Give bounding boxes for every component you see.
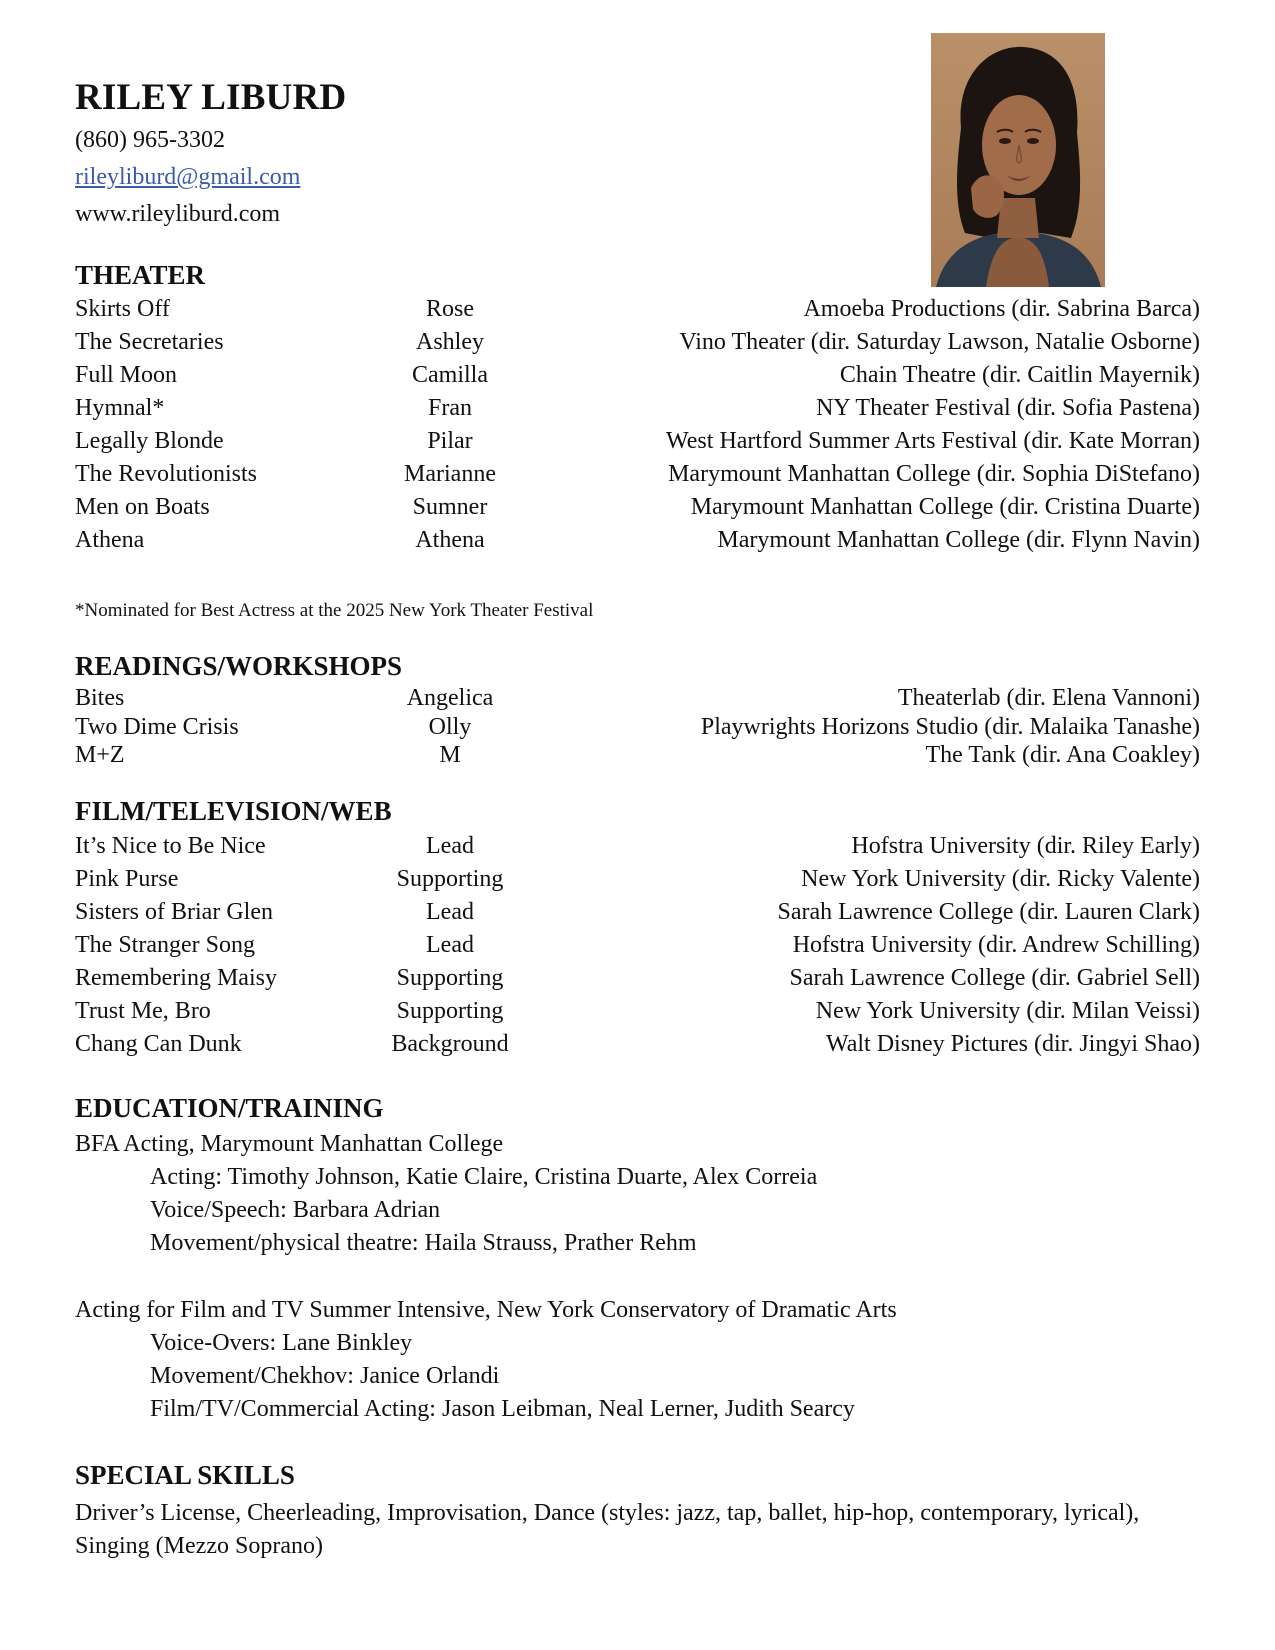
table-row (75, 863, 1200, 896)
table-row (75, 458, 1200, 491)
company-director: Marymount Manhattan College (dir. Sophia DiStefano) (668, 461, 1200, 487)
role-name: Olly (428, 713, 472, 740)
training-detail: Acting: Timothy Johnson, Katie Claire, Cristina Duarte, Alex Correia (150, 1164, 818, 1190)
company-director: Playwrights Horizons Studio (dir. Malaika Tanashe) (700, 713, 1200, 740)
show-title: Men on Boats (75, 494, 210, 520)
table-row (75, 293, 1200, 326)
show-title: It’s Nice to Be Nice (75, 833, 266, 859)
role-name: Marianne (404, 461, 496, 487)
show-title: Remembering Maisy (75, 965, 277, 991)
table-row (75, 1028, 1200, 1061)
company-director: Sarah Lawrence College (dir. Lauren Clark) (777, 899, 1200, 925)
education-heading: EDUCATION/TRAINING (75, 1093, 384, 1123)
show-title: The Revolutionists (75, 461, 257, 487)
table-row (75, 425, 1200, 458)
show-title: Trust Me, Bro (75, 998, 211, 1024)
email-link[interactable]: rileyliburd@gmail.com (75, 164, 301, 190)
show-title: Sisters of Briar Glen (75, 899, 273, 925)
show-title: Legally Blonde (75, 428, 224, 454)
company-director: Hofstra University (dir. Riley Early) (851, 833, 1200, 859)
actor-name: RILEY LIBURD (75, 77, 347, 118)
training-detail: Movement/physical theatre: Haila Strauss, Prather Rehm (150, 1230, 697, 1256)
role-name: Supporting (396, 965, 504, 991)
company-director: Amoeba Productions (dir. Sabrina Barca) (803, 296, 1200, 322)
table-row (75, 359, 1200, 392)
readings-heading: READINGS/WORKSHOPS (75, 651, 403, 681)
company-director: Marymount Manhattan College (dir. Flynn Navin) (717, 527, 1200, 553)
table-row (75, 684, 1200, 713)
role-name: Lead (426, 833, 474, 859)
training-detail: Voice-Overs: Lane Binkley (150, 1330, 413, 1356)
table-row (75, 524, 1200, 557)
show-title: The Stranger Song (75, 932, 255, 958)
role-name: Rose (426, 296, 474, 322)
table-row (75, 896, 1200, 929)
company-director: New York University (dir. Ricky Valente) (801, 866, 1200, 892)
role-name: Angelica (406, 685, 494, 711)
table-row (75, 929, 1200, 962)
show-title: Two Dime Crisis (75, 713, 239, 740)
company-director: West Hartford Summer Arts Festival (dir. Kate Morran) (666, 428, 1200, 454)
theater-credits (75, 293, 1200, 557)
education-program: BFA Acting, Marymount Manhattan College (75, 1131, 504, 1157)
theater-heading: THEATER (75, 260, 206, 290)
role-name: M (439, 742, 461, 768)
training-detail: Voice/Speech: Barbara Adrian (150, 1197, 441, 1223)
table-row (75, 392, 1200, 425)
table-row (75, 962, 1200, 995)
company-director: New York University (dir. Milan Veissi) (815, 998, 1200, 1024)
show-title: Hymnal* (75, 395, 165, 421)
role-name: Ashley (416, 329, 484, 355)
show-title: Chang Can Dunk (75, 1031, 242, 1057)
show-title: The Secretaries (75, 329, 224, 355)
show-title: Pink Purse (75, 866, 179, 892)
company-director: Vino Theater (dir. Saturday Lawson, Natalie Osborne) (679, 329, 1200, 355)
nomination-footnote: *Nominated for Best Actress at the 2025 New York Theater Festival (75, 600, 594, 621)
role-name: Pilar (427, 428, 473, 454)
company-director: Marymount Manhattan College (dir. Cristina Duarte) (690, 494, 1200, 520)
role-name: Camilla (412, 362, 488, 388)
education-program: Acting for Film and TV Summer Intensive, New York Conservatory of Dramatic Arts (75, 1297, 897, 1323)
readings-credits (75, 684, 1200, 770)
role-name: Supporting (396, 866, 504, 892)
film-credits (75, 830, 1200, 1061)
skills-text: Driver’s License, Cheerleading, Improvisation, Dance (styles: jazz, tap, ballet, hip-hop, contemporary, lyrical), Singing (Mezzo Soprano) (75, 1500, 1140, 1559)
table-row (75, 741, 1200, 770)
show-title: Athena (75, 527, 145, 553)
table-row (75, 713, 1200, 742)
show-title: M+Z (75, 742, 125, 768)
skills-heading: SPECIAL SKILLS (75, 1460, 295, 1490)
training-detail: Movement/Chekhov: Janice Orlandi (150, 1363, 500, 1389)
headshot-photo (931, 33, 1105, 287)
film-heading: FILM/TELEVISION/WEB (75, 796, 392, 826)
phone-number: (860) 965-3302 (75, 127, 225, 153)
role-name: Athena (415, 527, 485, 553)
role-name: Lead (426, 932, 474, 958)
company-director: Sarah Lawrence College (dir. Gabriel Sell) (789, 965, 1200, 991)
company-director: Chain Theatre (dir. Caitlin Mayernik) (839, 362, 1200, 388)
show-title: Skirts Off (75, 296, 170, 322)
role-name: Background (391, 1031, 509, 1057)
role-name: Fran (428, 395, 472, 421)
table-row (75, 326, 1200, 359)
company-director: Hofstra University (dir. Andrew Schilling) (792, 932, 1200, 958)
table-row (75, 995, 1200, 1028)
company-director: Theaterlab (dir. Elena Vannoni) (897, 685, 1200, 711)
role-name: Sumner (412, 494, 488, 520)
table-row (75, 830, 1200, 863)
company-director: NY Theater Festival (dir. Sofia Pastena) (816, 395, 1200, 421)
training-detail: Film/TV/Commercial Acting: Jason Leibman, Neal Lerner, Judith Searcy (150, 1396, 855, 1422)
company-director: Walt Disney Pictures (dir. Jingyi Shao) (825, 1031, 1200, 1057)
role-name: Supporting (396, 998, 504, 1024)
resume-page (75, 0, 1200, 1650)
website-text: www.rileyliburd.com (75, 201, 281, 227)
role-name: Lead (426, 899, 474, 925)
show-title: Bites (75, 685, 125, 711)
company-director: The Tank (dir. Ana Coakley) (925, 742, 1200, 768)
show-title: Full Moon (75, 362, 178, 388)
table-row (75, 491, 1200, 524)
